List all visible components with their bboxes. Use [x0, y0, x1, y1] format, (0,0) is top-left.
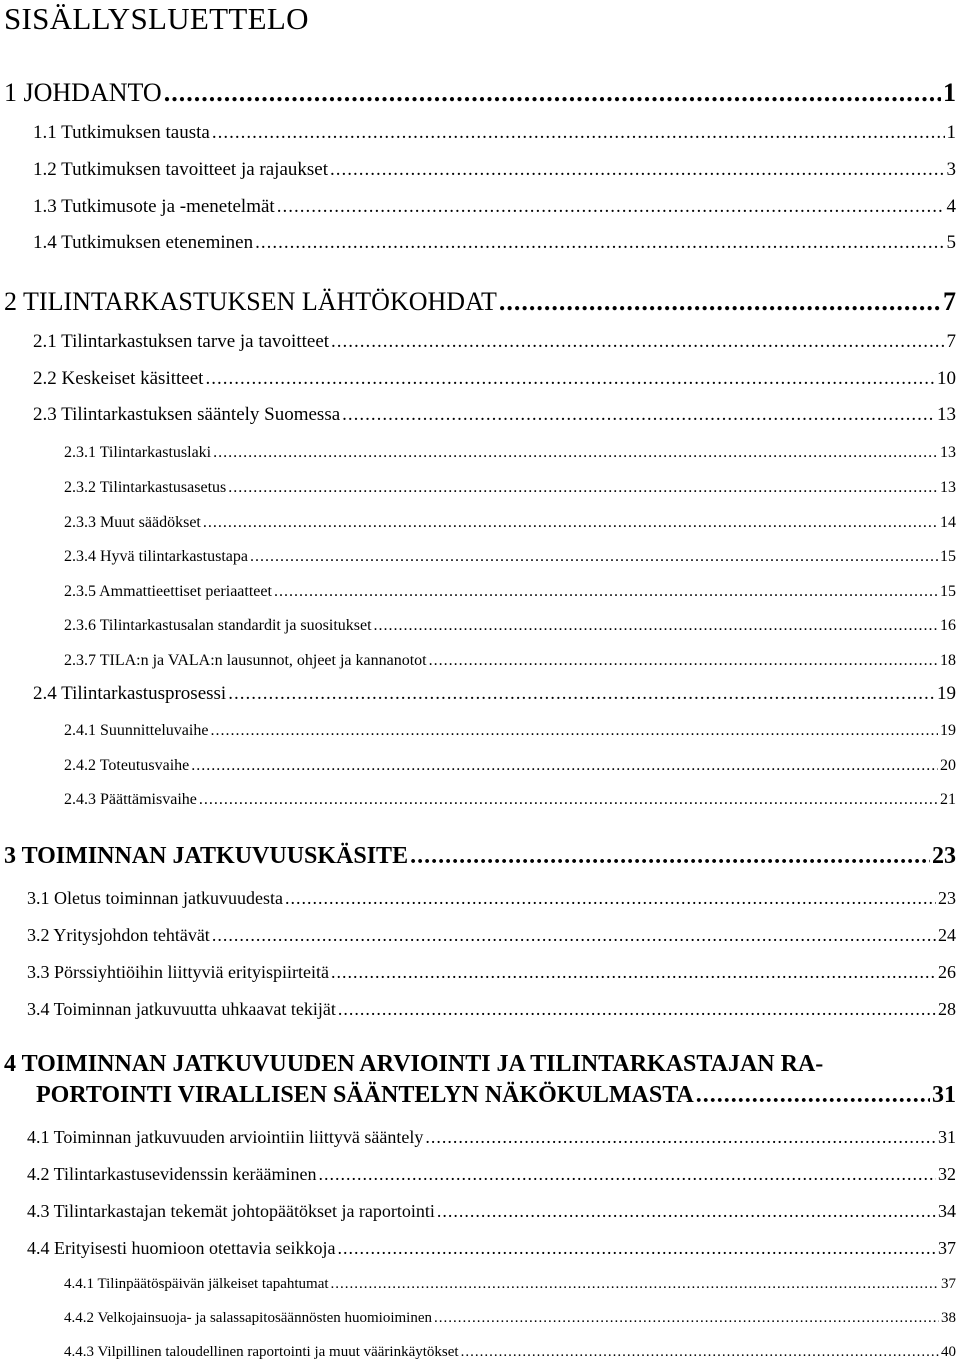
toc-entry-page: 37: [938, 1238, 956, 1258]
toc-entry-label: 2.4 Tilintarkastusprosessi: [33, 683, 227, 704]
toc-entry-label: PORTOINTI VIRALLISEN SÄÄNTELYN NÄKÖKULMASTA: [36, 1082, 694, 1108]
toc-entry-page: 13: [940, 479, 956, 496]
toc-entry-section[interactable]: [27, 960, 956, 984]
dot-leader: [696, 1081, 930, 1109]
toc-entry-page: 19: [937, 683, 956, 704]
toc-entry-section[interactable]: [33, 682, 956, 706]
toc-entry-label: 2.2 Keskeiset käsitteet: [33, 368, 204, 389]
toc-entry-label: 3.2 Yritysjohdon tehtävät: [27, 925, 210, 945]
toc-entry-label: 1.2 Tutkimuksen tavoitteet ja rajaukset: [33, 159, 328, 180]
dot-leader: [164, 78, 941, 108]
dot-leader: [434, 1308, 939, 1329]
dot-leader: [228, 477, 938, 498]
dot-leader: [331, 960, 936, 984]
toc-entry-page: 37: [941, 1276, 956, 1292]
dot-leader: [337, 1236, 936, 1260]
dot-leader: [338, 997, 936, 1021]
toc-entry-label: 4.1 Toiminnan jatkuvuuden arviointiin liittyvä sääntely: [27, 1127, 424, 1147]
dot-leader: [331, 1274, 939, 1295]
dot-leader: [374, 615, 938, 636]
toc-entry-label: 4.4.1 Tilinpäätöspäivän jälkeiset tapahtumat: [64, 1276, 329, 1292]
dot-leader: [213, 442, 938, 463]
dot-leader: [285, 886, 936, 910]
dot-leader: [191, 755, 938, 776]
toc-entry-page: 14: [940, 514, 956, 531]
toc-entry-label: 4.4.3 Vilpillinen taloudellinen raportointi ja muut väärinkäytökset: [64, 1344, 459, 1360]
toc-entry-page: 15: [940, 548, 956, 565]
toc-entry-page: 13: [940, 444, 956, 461]
toc-entry-label: 2.4.3 Päättämisvaihe: [64, 791, 197, 808]
toc-entry-label: 4.2 Tilintarkastusevidenssin kerääminen: [27, 1164, 317, 1184]
toc-entry-chapter[interactable]: [4, 287, 956, 317]
toc-entry-page: 21: [940, 791, 956, 808]
toc-entry-page: 4: [946, 196, 956, 217]
toc-entry-page: 24: [938, 925, 956, 945]
dot-leader: [205, 367, 935, 391]
dot-leader: [228, 682, 935, 706]
dot-leader: [212, 923, 936, 947]
dot-leader: [410, 842, 930, 870]
toc-entry-page: 31: [938, 1127, 956, 1147]
toc-entry-label: 2 TILINTARKASTUKSEN LÄHTÖKOHDAT: [4, 287, 497, 316]
toc-entry-section[interactable]: [27, 1162, 956, 1186]
dot-leader: [199, 789, 938, 810]
toc-entry-label: 2.3.3 Muut säädökset: [64, 514, 201, 531]
toc-entry-page: 19: [940, 722, 956, 739]
dot-leader: [437, 1199, 936, 1223]
dot-leader: [331, 330, 944, 354]
dot-leader: [425, 1125, 936, 1149]
toc-entry-page: 15: [940, 583, 956, 600]
dot-leader: [499, 287, 941, 317]
dot-leader: [429, 650, 938, 671]
toc-entry-page: 3: [946, 159, 956, 180]
toc-entry-page: 16: [940, 617, 956, 634]
toc-entry-page: 23: [938, 888, 956, 908]
toc-entry-page: 13: [937, 404, 956, 425]
toc-entry-section[interactable]: [27, 1199, 956, 1223]
toc-entry-subsection[interactable]: [64, 442, 956, 463]
dot-leader: [250, 546, 938, 567]
toc-entry-subsection[interactable]: [64, 477, 956, 498]
dot-leader: [255, 231, 944, 255]
toc-entry-label: 2.3 Tilintarkastuksen sääntely Suomessa: [33, 404, 341, 425]
toc-entry-subsection[interactable]: [64, 546, 956, 567]
toc-entry-section[interactable]: [33, 121, 956, 145]
toc-entry-label: 1 JOHDANTO: [4, 78, 162, 107]
toc-entry-subsection[interactable]: [64, 581, 956, 602]
dot-leader: [210, 720, 938, 741]
toc-entry-label: 1.3 Tutkimusote ja -menetelmät: [33, 196, 275, 217]
toc-entry-label: 2.3.7 TILA:n ja VALA:n lausunnot, ohjeet ja kannanotot: [64, 652, 427, 669]
toc-entry-page: 20: [940, 757, 956, 774]
toc-entry-subsection[interactable]: [64, 650, 956, 671]
toc-entry-subsection[interactable]: [64, 1308, 956, 1329]
toc-entry-label: 2.3.2 Tilintarkastusasetus: [64, 479, 227, 496]
dot-leader: [274, 581, 938, 602]
dot-leader: [203, 512, 938, 533]
toc-entry-label: 4.4.2 Velkojainsuoja- ja salassapitosäännösten huomioiminen: [64, 1310, 432, 1326]
toc-entry-page: 34: [938, 1201, 956, 1221]
toc-entry-page: 7: [943, 287, 956, 316]
toc-entry-page: 10: [937, 368, 956, 389]
toc-entry-page: 31: [932, 1082, 956, 1108]
dot-leader: [342, 403, 935, 427]
toc-entry-section[interactable]: [33, 330, 956, 354]
toc-entry-page: 38: [941, 1310, 956, 1326]
toc-entry-label: 2.3.4 Hyvä tilintarkastustapa: [64, 548, 248, 565]
toc-entry-page: 28: [938, 999, 956, 1019]
toc-entry-page: 1: [946, 122, 956, 143]
toc-entry-section[interactable]: [27, 1125, 956, 1149]
toc-entry-label: 4.3 Tilintarkastajan tekemät johtopäätökset ja raportointi: [27, 1201, 435, 1221]
toc-entry-subsection[interactable]: [64, 789, 956, 810]
toc-entry-page: 40: [941, 1344, 956, 1360]
toc-entry-page: 23: [932, 843, 956, 869]
toc-entry-section[interactable]: [27, 886, 956, 910]
toc-entry-page: 18: [940, 652, 956, 669]
toc-entry-chapter[interactable]: [4, 842, 956, 870]
dot-leader: [212, 121, 945, 145]
toc-entry-subsection[interactable]: [64, 755, 956, 776]
toc-entry-section[interactable]: [27, 923, 956, 947]
toc-entry-label: 3.4 Toiminnan jatkuvuutta uhkaavat tekijät: [27, 999, 336, 1019]
dot-leader: [277, 195, 945, 219]
toc-entry-subsection[interactable]: [64, 615, 956, 636]
toc-entry-label: 3.3 Pörssiyhtiöihin liittyviä erityispiirteitä: [27, 962, 329, 982]
toc-entry-page: 26: [938, 962, 956, 982]
toc-entry-label: 2.1 Tilintarkastuksen tarve ja tavoitteet: [33, 331, 330, 352]
toc-entry-subsection[interactable]: [64, 1274, 956, 1295]
toc-entry-label: 2.4.1 Suunnitteluvaihe: [64, 722, 209, 739]
toc-entry-section[interactable]: [33, 195, 956, 219]
toc-entry-section[interactable]: [33, 403, 956, 427]
toc-entry-section[interactable]: [27, 1236, 956, 1260]
toc-entry-page: 32: [938, 1164, 956, 1184]
toc-entry-label: 2.4.2 Toteutusvaihe: [64, 757, 190, 774]
toc-entry-page: 1: [943, 78, 956, 107]
toc-entry-label: 3.1 Oletus toiminnan jatkuvuudesta: [27, 888, 283, 908]
dot-leader: [330, 158, 945, 182]
toc-entry-label: 1.4 Tutkimuksen eteneminen: [33, 232, 254, 253]
page-title: SISÄLLYSLUETTELO: [4, 1, 309, 36]
toc-entry-label: 4.4 Erityisesti huomioon otettavia seikkoja: [27, 1238, 336, 1258]
dot-leader: [318, 1162, 936, 1186]
toc-entry-page: 5: [946, 232, 956, 253]
toc-entry-chapter-line1[interactable]: [4, 1050, 823, 1078]
toc-entry-section[interactable]: [27, 997, 956, 1021]
toc-entry-label: 4 TOIMINNAN JATKUVUUDEN ARVIOINTI JA TILINTARKASTAJAN RA-: [4, 1051, 824, 1077]
toc-entry-page: 7: [946, 331, 956, 352]
toc-entry-chapter[interactable]: [4, 78, 956, 108]
toc-entry-section[interactable]: [33, 158, 956, 182]
toc-entry-subsection[interactable]: [64, 720, 956, 741]
toc-entry-label: 2.3.5 Ammattieettiset periaatteet: [64, 583, 272, 600]
toc-entry-section[interactable]: [33, 367, 956, 391]
toc-entry-section[interactable]: [33, 231, 956, 255]
toc-entry-subsection[interactable]: [64, 512, 956, 533]
toc-entry-label: 1.1 Tutkimuksen tausta: [33, 122, 210, 143]
toc-entry-subsection[interactable]: [64, 1342, 956, 1363]
toc-entry-label: 2.3.6 Tilintarkastusalan standardit ja suositukset: [64, 617, 372, 634]
toc-entry-label: 3 TOIMINNAN JATKUVUUSKÄSITE: [4, 843, 409, 869]
toc-entry-chapter[interactable]: [36, 1081, 956, 1109]
dot-leader: [461, 1342, 939, 1363]
toc-entry-label: 2.3.1 Tilintarkastuslaki: [64, 444, 212, 461]
